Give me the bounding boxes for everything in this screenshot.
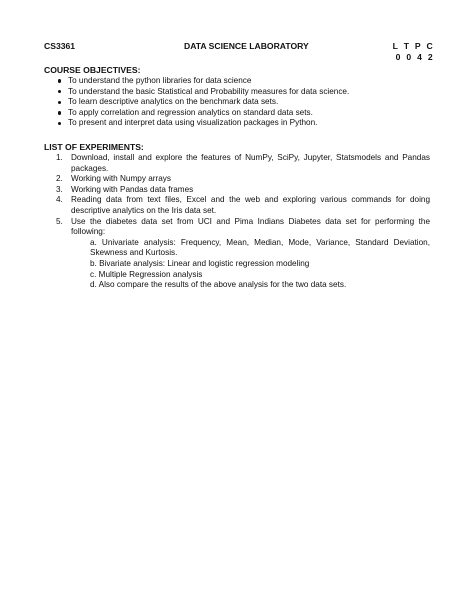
- objective-text: To understand the basic Statistical and Probability measures for data science.: [68, 86, 350, 96]
- list-item: [56, 195, 430, 216]
- experiment-text: Working with Pandas data frames: [71, 184, 194, 194]
- list-item: [56, 153, 430, 174]
- bullet-icon: [58, 90, 61, 93]
- sub-item: c. Multiple Regression analysis: [90, 269, 203, 279]
- list-item: [56, 97, 436, 108]
- experiment-text: Use the diabetes data set from UCI and Pima Indians Diabetes data set for performing the following:: [71, 216, 430, 237]
- list-item: [56, 185, 430, 196]
- list-item: [56, 76, 436, 87]
- ltpc-values: 0 0 4 2: [395, 52, 433, 62]
- objective-text: To present and interpret data using visualization packages in Python.: [68, 118, 318, 128]
- sub-list: [71, 238, 430, 291]
- sub-item: d. Also compare the results of the above analysis for the two data sets.: [90, 280, 347, 290]
- item-number: 2.: [56, 174, 63, 184]
- list-item: [56, 87, 436, 98]
- objectives-list: [56, 76, 436, 129]
- course-title: DATA SCIENCE LABORATORY: [184, 41, 309, 51]
- item-number: 1.: [56, 153, 63, 162]
- item-number: 5.: [56, 216, 63, 226]
- list-item: [56, 118, 436, 129]
- experiments-list: [56, 153, 430, 291]
- sub-item: a. Univariate analysis: Frequency, Mean, Median, Mode, Variance, Standard Deviation, Skewness and Kurtosis.: [90, 237, 430, 258]
- experiment-text: Download, install and explore the features of NumPy, SciPy, Jupyter, Statsmodels and Pandas packages.: [71, 153, 430, 173]
- experiments-heading: LIST OF EXPERIMENTS:: [44, 142, 144, 152]
- item-number: 4.: [56, 195, 63, 205]
- item-number: 3.: [56, 184, 63, 194]
- experiment-text: Reading data from text files, Excel and the web and exploring various commands for doing descriptive analytics on the Iris data set.: [71, 195, 430, 215]
- bullet-icon: [58, 111, 61, 114]
- list-item: [56, 217, 430, 291]
- course-code: CS3361: [44, 41, 76, 51]
- objective-text: To learn descriptive analytics on the benchmark data sets.: [68, 97, 279, 107]
- list-item: [56, 108, 436, 119]
- objectives-heading: COURSE OBJECTIVES:: [44, 65, 141, 75]
- list-item: [56, 174, 430, 185]
- course-header: [44, 41, 433, 62]
- bullet-icon: [58, 79, 61, 82]
- sub-item: b. Bivariate analysis: Linear and logistic regression modeling: [90, 258, 310, 268]
- experiment-text: Working with Numpy arrays: [71, 174, 171, 184]
- ltpc-labels: L T P C: [392, 41, 433, 51]
- bullet-icon: [58, 101, 61, 104]
- bullet-icon: [58, 122, 61, 125]
- objective-text: To apply correlation and regression analytics on standard data sets.: [68, 107, 313, 117]
- objective-text: To understand the python libraries for data science: [68, 76, 252, 85]
